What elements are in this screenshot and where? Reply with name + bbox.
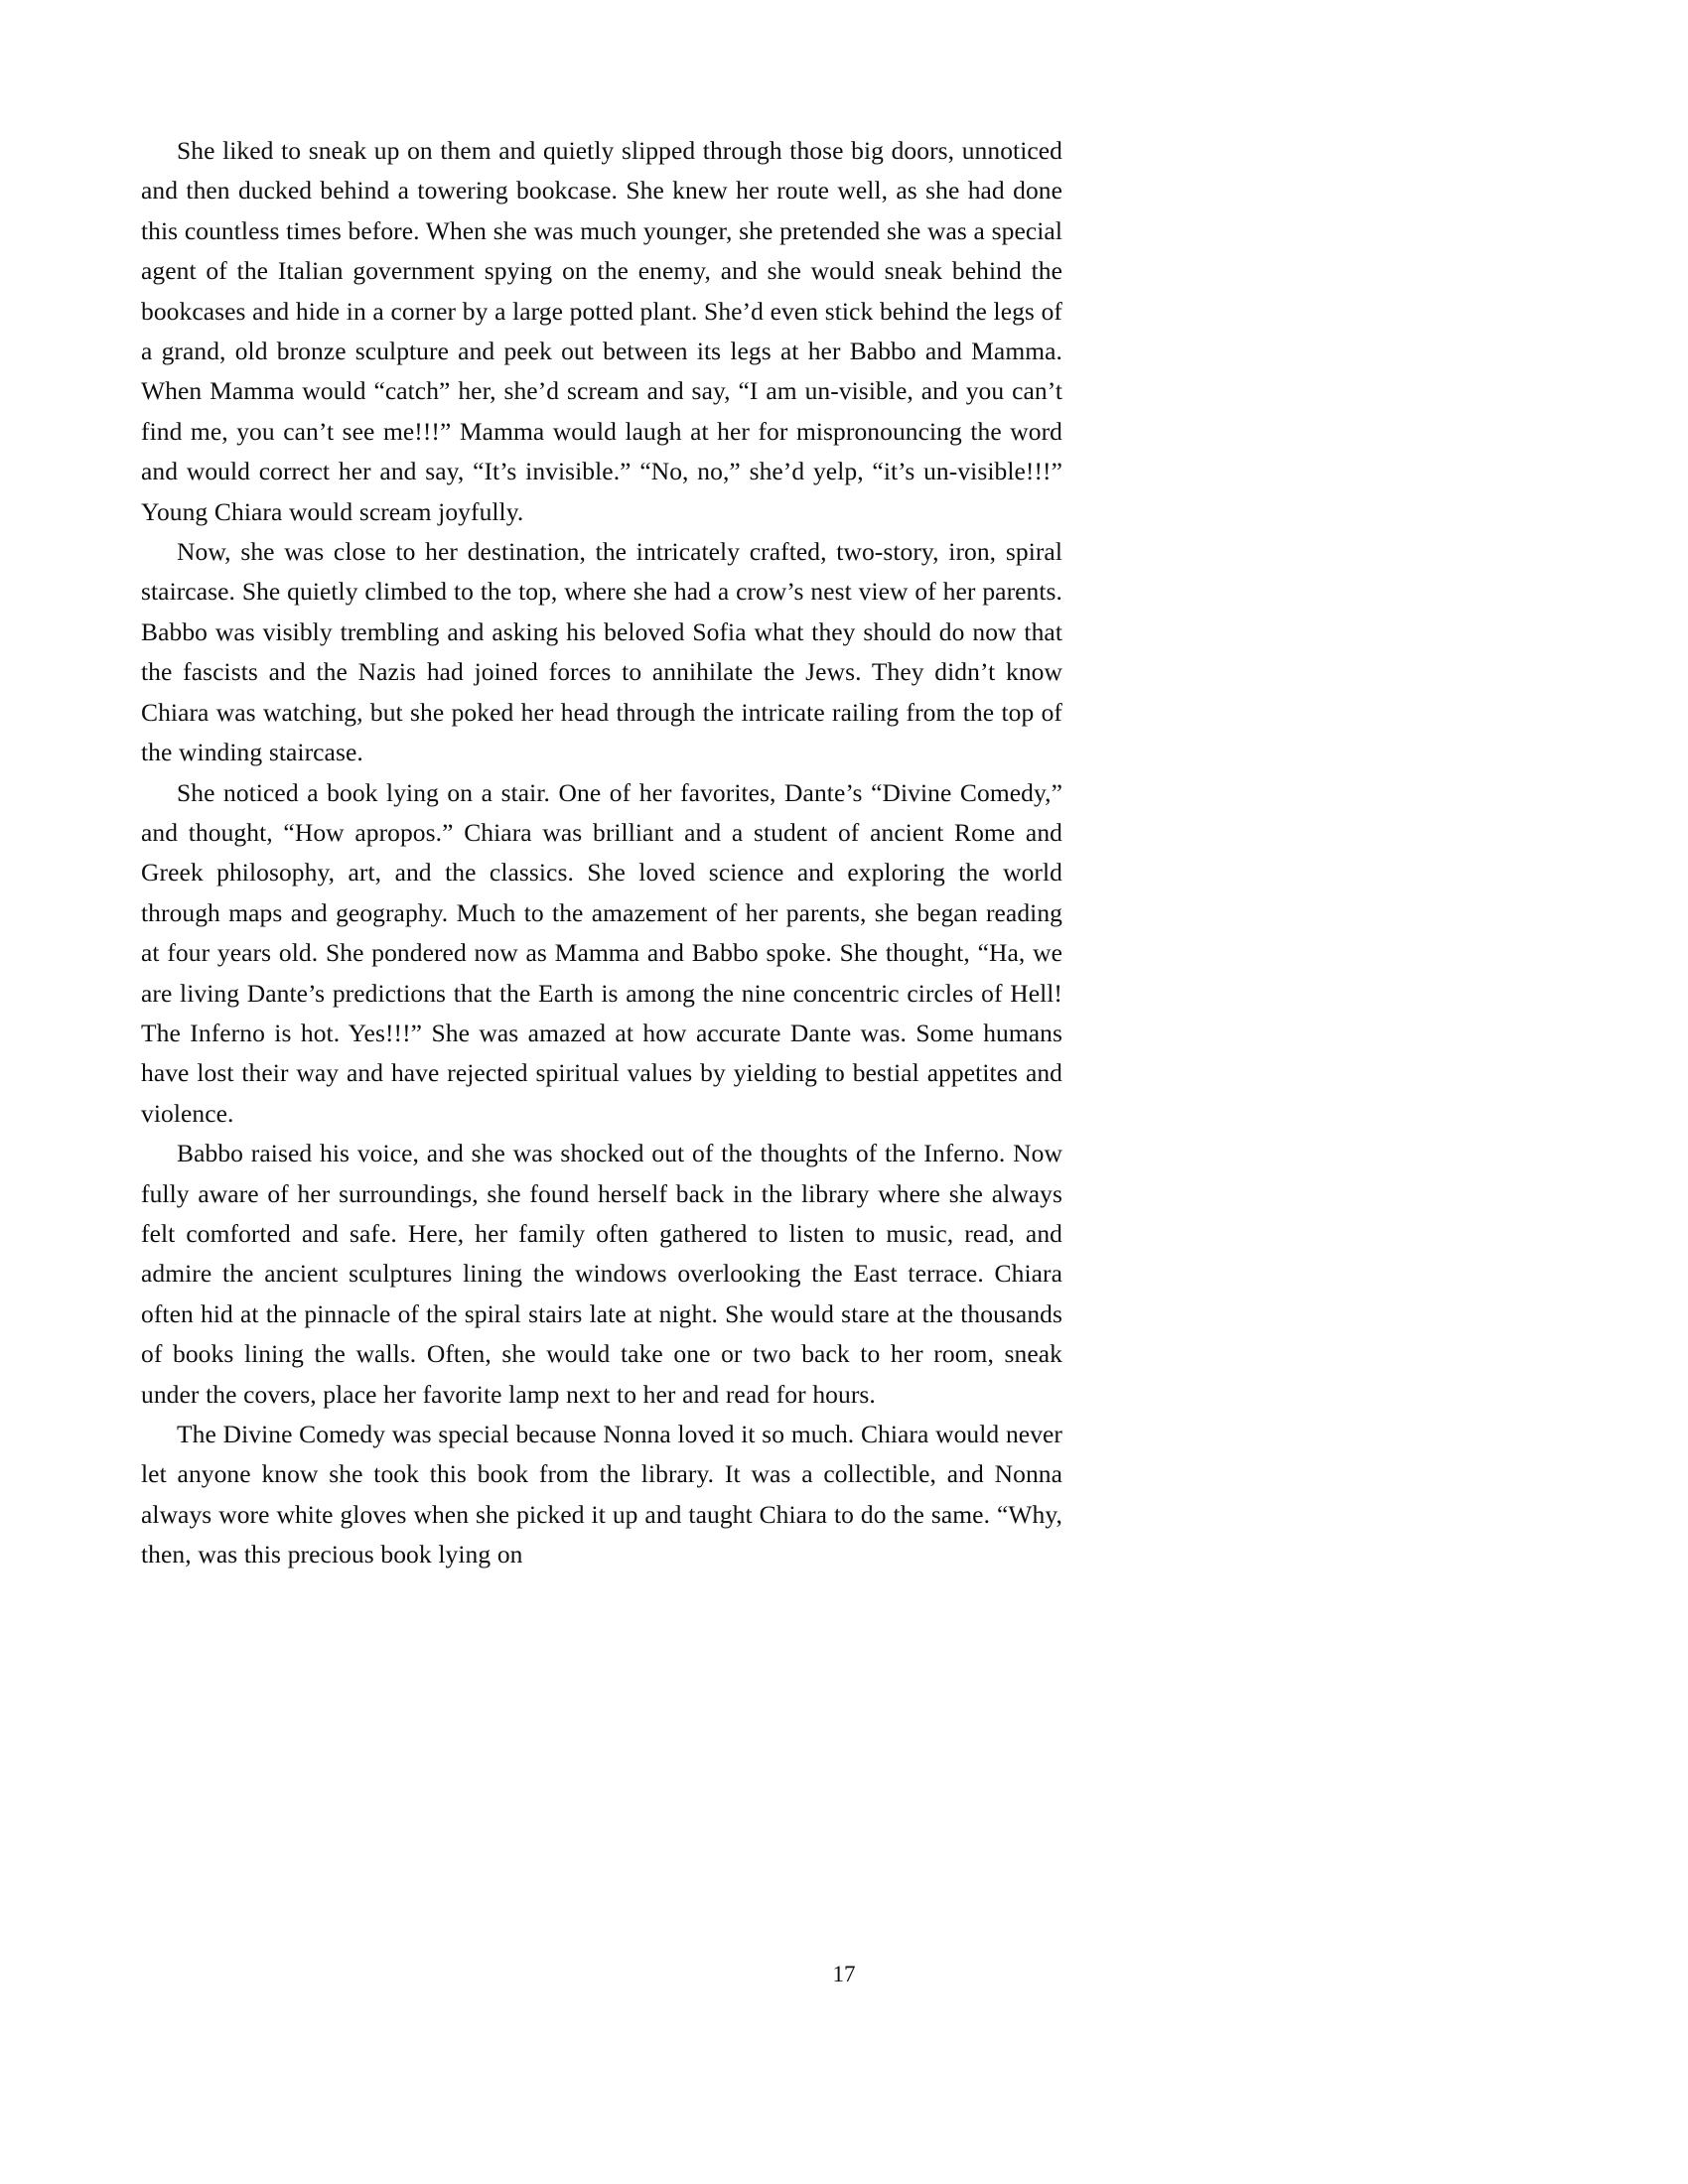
paragraph: She noticed a book lying on a stair. One of her favorites, Dante’s “Divine Comedy,” and thought, “How apropos.” Chiara was brilliant and a student of ancient Rome and Greek philosophy, art, and the classics. She loved science and exploring the world through maps and geography. Much to the amazement of her parents, she began reading at four years old. She pondered now as Mamma and Babbo spoke. She thought, “Ha, we are living Dante’s predictions that the Earth is among the nine concentric circles of Hell! The Inferno is hot. Yes!!!” She was amazed at how accurate Dante was. Some humans have lost their way and have rejected spiritual values by yielding to bestial appetites and violence. — [141, 777, 1062, 1128]
paragraph: She liked to sneak up on them and quietly slipped through those big doors, unnoticed and then ducked behind a towering bookcase. She knew her route well, as she had done this countless times before. When she was much younger, she pretended she was a special agent of the Italian government spying on the enemy, and she would sneak behind the bookcases and hide in a corner by a large potted plant. She’d even stick behind the legs of a grand, old bronze sculpture and peek out between its legs at her Babbo and Mamma. When Mamma would “catch” her, she’d scream and say, “I am un-visible, and you can’t find me, you can’t see me!!!” Mamma would laugh at her for mispronouncing the word and would correct her and say, “It’s invisible.” “No, no,” she’d yelp, “it’s un-visible!!!” Young Chiara would scream joyfully. — [141, 136, 1062, 526]
page-body-text — [141, 131, 1062, 1575]
page-number: 17 — [832, 1962, 856, 1986]
paragraph: Babbo raised his voice, and she was shocked out of the thoughts of the Inferno. Now fully aware of her surroundings, she found herself back in the library where she always felt comforted and safe. Here, her family often gathered to listen to music, read, and admire the ancient sculptures lining the windows overlooking the East terrace. Chiara often hid at the pinnacle of the spiral stairs late at night. She would stare at the thousands of books lining the walls. Often, she would take one or two back to her room, sneak under the covers, place her favorite lamp next to her and read for hours. — [141, 1139, 1062, 1409]
paragraph: The Divine Comedy was special because Nonna loved it so much. Chiara would never let anyone know she took this book from the library. It was a collectible, and Nonna always wore white gloves when she picked it up and taught Chiara to do the same. “Why, then, was this precious book lying on — [141, 1420, 1062, 1570]
paragraph: Now, she was close to her destination, the intricately crafted, two-story, iron, spiral staircase. She quietly climbed to the top, where she had a crow’s nest view of her parents. Babbo was visibly trembling and asking his beloved Sofia what they should do now that the fascists and the Nazis had joined forces to annihilate the Jews. They didn’t know Chiara was watching, but she poked her head through the intricate railing from the top of the winding staircase. — [141, 537, 1062, 767]
